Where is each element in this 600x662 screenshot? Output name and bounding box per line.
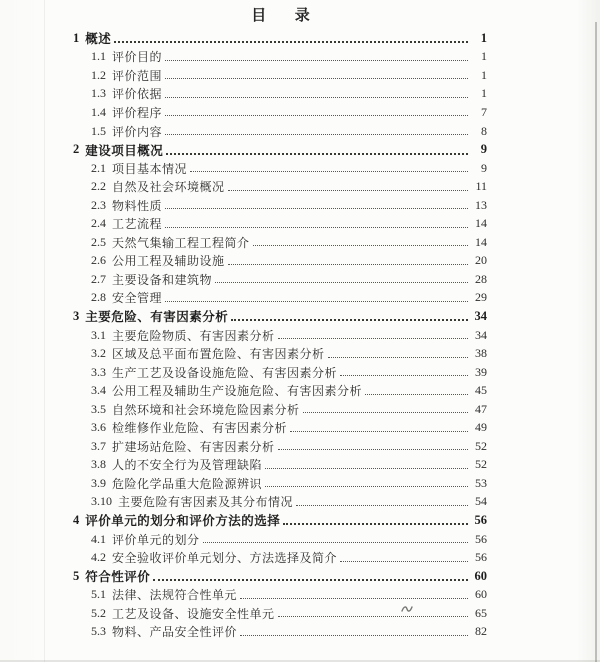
toc-entry-label: 公用工程及辅助生产设施危险、有害因素分析 xyxy=(112,384,363,399)
toc-entry xyxy=(0,289,487,308)
toc-entry-page-number: 52 xyxy=(475,438,487,453)
toc-entry-number: 1.3 xyxy=(91,86,106,101)
toc-entry-label: 人的不安全行为及管理缺陷 xyxy=(112,458,263,473)
toc-entry-page-number: 47 xyxy=(475,401,487,416)
toc-entry-number: 3.2 xyxy=(91,346,106,361)
toc-entry-page-number: 56 xyxy=(475,531,487,546)
toc-entry xyxy=(0,567,487,586)
toc-entry-page-number: 60 xyxy=(475,587,487,602)
toc-dot-leader xyxy=(303,405,468,413)
toc-entry xyxy=(0,233,487,252)
toc-entry-page-number: 14 xyxy=(475,234,487,249)
toc-entry-label: 物料、产品安全性评价 xyxy=(112,625,238,640)
toc-dot-leader xyxy=(278,331,468,339)
toc-dot-leader xyxy=(340,368,468,376)
toc-entry-page-number: 34 xyxy=(475,327,487,342)
toc-entry-label: 区域及总平面布置危险、有害因素分析 xyxy=(112,347,325,362)
toc-entry-page-number: 11 xyxy=(475,179,487,194)
toc-dot-leader xyxy=(240,591,468,599)
toc-entry-label: 项目基本情况 xyxy=(112,161,188,176)
toc-dot-leader xyxy=(365,387,468,395)
toc-entry-number: 1.1 xyxy=(91,49,106,64)
toc-entry-page-number: 9 xyxy=(480,142,487,157)
toc-entry xyxy=(0,270,487,289)
toc-entry-label: 评价程序 xyxy=(112,105,163,120)
toc-entry-page-number: 52 xyxy=(475,457,487,472)
toc-entry-page-number: 38 xyxy=(475,346,487,361)
toc-entry-page-number: 20 xyxy=(475,253,487,268)
toc-entry xyxy=(0,548,487,567)
toc-dot-leader xyxy=(265,479,468,487)
toc-entry-label: 主要危险物质、有害因素分析 xyxy=(112,328,275,343)
toc-dot-leader xyxy=(165,127,468,135)
toc-dot-leader xyxy=(215,275,468,283)
toc-entry-number: 1.2 xyxy=(91,67,106,82)
toc-entry-number: 3.5 xyxy=(91,401,106,416)
toc-entry-number: 2.1 xyxy=(91,160,106,175)
toc-entry-number: 2.2 xyxy=(91,179,106,194)
toc-entry-number: 2.5 xyxy=(91,234,106,249)
toc-entry-page-number: 28 xyxy=(475,271,487,286)
toc-entry xyxy=(0,252,487,271)
toc-entry xyxy=(0,122,487,141)
toc-entry xyxy=(0,196,487,215)
toc-entry-page-number: 13 xyxy=(475,197,487,212)
toc-entry-number: 1.5 xyxy=(91,123,106,138)
toc-dot-leader xyxy=(114,33,468,43)
toc-entry-number: 5 xyxy=(73,568,80,583)
toc-entry xyxy=(0,29,487,48)
toc-entry xyxy=(0,474,487,493)
toc-dot-leader xyxy=(296,498,468,506)
toc-entry xyxy=(0,140,487,159)
toc-entry-page-number: 45 xyxy=(475,383,487,398)
toc-entry-page-number: 49 xyxy=(475,420,487,435)
toc-dot-leader xyxy=(166,145,468,155)
toc-entry-number: 3.4 xyxy=(91,383,106,398)
toc-dot-leader xyxy=(153,571,468,581)
toc-entry xyxy=(0,400,487,419)
toc-entry-page-number: 60 xyxy=(474,568,487,583)
toc-entry-page-number: 1 xyxy=(481,86,487,101)
toc-entry xyxy=(0,456,487,475)
toc-entry-number: 3 xyxy=(73,308,80,323)
toc-entry-label: 评价依据 xyxy=(112,87,163,102)
toc-dot-leader xyxy=(228,257,468,265)
toc-entry-page-number: 29 xyxy=(475,290,487,305)
toc-entry-label: 评价目的 xyxy=(112,50,163,65)
toc-entry-label: 概述 xyxy=(85,32,112,47)
toc-entry xyxy=(0,48,487,67)
toc-entry-number: 3.6 xyxy=(91,420,106,435)
toc-dot-leader xyxy=(265,461,468,469)
toc-entry-label: 检维修作业危险、有害因素分析 xyxy=(112,421,288,436)
toc-entry xyxy=(0,381,487,400)
toc-entry-label: 生产工艺及设备设施危险、有害因素分析 xyxy=(112,365,338,380)
toc-entry-label: 安全验收评价单元划分、方法选择及简介 xyxy=(112,551,338,566)
toc-entry-label: 建设项目概况 xyxy=(85,143,164,158)
toc-entry-label: 工艺流程 xyxy=(112,217,163,232)
toc-dot-leader xyxy=(165,220,468,228)
toc-entry xyxy=(0,103,487,122)
toc-entry-page-number: 65 xyxy=(475,605,487,620)
toc-entry-page-number: 7 xyxy=(481,104,487,119)
toc-entry-page-number: 39 xyxy=(475,364,487,379)
toc-entry xyxy=(0,177,487,196)
toc-entry-number: 5.2 xyxy=(91,605,106,620)
toc-entry-number: 2.8 xyxy=(91,290,106,305)
toc-entry-label: 主要危险有害因素及其分布情况 xyxy=(118,495,294,510)
toc-dot-leader xyxy=(165,71,468,79)
toc-entry xyxy=(0,66,487,85)
toc-entry xyxy=(0,623,487,642)
toc-entry-label: 扩建场站危险、有害因素分析 xyxy=(112,439,275,454)
toc-entry-label: 符合性评价 xyxy=(85,570,151,585)
toc-entry-number: 5.3 xyxy=(91,624,106,639)
toc-dot-leader xyxy=(228,183,468,191)
toc-entry-page-number: 8 xyxy=(481,123,487,138)
toc-entry-number: 2.7 xyxy=(91,271,106,286)
page-title: 目 录 xyxy=(251,8,317,24)
toc-entry xyxy=(0,159,487,178)
toc-dot-leader xyxy=(328,350,468,358)
toc-entry-page-number: 53 xyxy=(475,475,487,490)
toc-dot-leader xyxy=(240,628,468,636)
toc-entry-number: 1 xyxy=(73,30,80,45)
toc-dot-leader xyxy=(340,554,468,562)
toc-entry xyxy=(0,214,487,233)
toc-entry-label: 评价范围 xyxy=(112,68,163,83)
toc-entry-number: 3.7 xyxy=(91,438,106,453)
toc-entry-number: 4 xyxy=(73,512,80,527)
toc-entry-label: 安全管理 xyxy=(112,291,163,306)
toc-dot-leader xyxy=(165,294,468,302)
toc-entry-page-number: 82 xyxy=(475,624,487,639)
toc-entry-label: 评价内容 xyxy=(112,124,163,139)
toc-entry-label: 评价单元的划分 xyxy=(112,532,200,547)
toc-entry-page-number: 1 xyxy=(481,49,487,64)
toc-entry-number: 3.1 xyxy=(91,327,106,342)
toc-entry xyxy=(0,493,487,512)
toc-entry-label: 公用工程及辅助设施 xyxy=(112,254,225,269)
toc-dot-leader xyxy=(203,535,468,543)
toc-list xyxy=(0,29,600,641)
toc-entry xyxy=(0,307,487,326)
toc-entry-page-number: 54 xyxy=(475,494,487,509)
toc-dot-leader xyxy=(278,442,468,450)
toc-entry-label: 自然及社会环境概况 xyxy=(112,180,225,195)
toc-entry-number: 3.9 xyxy=(91,475,106,490)
toc-entry-page-number: 56 xyxy=(475,550,487,565)
toc-dot-leader xyxy=(165,108,468,116)
toc-entry-page-number: 9 xyxy=(481,160,487,175)
toc-entry-number: 3.10 xyxy=(91,494,112,509)
toc-entry-number: 2.4 xyxy=(91,216,106,231)
toc-entry-number: 1.4 xyxy=(91,104,106,119)
toc-entry xyxy=(0,344,487,363)
toc-entry xyxy=(0,326,487,345)
toc-dot-leader xyxy=(165,53,468,61)
toc-entry-number: 5.1 xyxy=(91,587,106,602)
toc-entry-number: 3.3 xyxy=(91,364,106,379)
toc-entry-page-number: 56 xyxy=(474,512,487,527)
toc-entry-label: 主要设备和建筑物 xyxy=(112,272,213,287)
toc-entry xyxy=(0,585,487,604)
toc-dot-leader xyxy=(190,164,468,172)
toc-entry-label: 自然环境和社会环境危险因素分析 xyxy=(112,402,300,417)
toc-entry xyxy=(0,604,487,623)
toc-entry xyxy=(0,85,487,104)
toc-entry-number: 4.2 xyxy=(91,550,106,565)
toc-entry-page-number: 1 xyxy=(481,67,487,82)
toc-entry-page-number: 14 xyxy=(475,216,487,231)
toc-dot-leader xyxy=(283,515,468,525)
toc-entry-label: 评价单元的划分和评价方法的选择 xyxy=(85,514,281,529)
toc-entry-number: 2.6 xyxy=(91,253,106,268)
toc-dot-leader xyxy=(231,311,468,321)
toc-entry xyxy=(0,511,487,530)
toc-entry-label: 工艺及设备、设施安全性单元 xyxy=(112,606,275,621)
toc-entry xyxy=(0,363,487,382)
toc-entry-page-number: 34 xyxy=(474,308,487,323)
toc-entry-label: 天然气集输工程工程简介 xyxy=(112,235,250,250)
toc-dot-leader xyxy=(165,90,468,98)
toc-entry-page-number: 1 xyxy=(480,30,487,45)
toc-dot-leader xyxy=(290,424,468,432)
toc-entry-label: 危险化学品重大危险源辨识 xyxy=(112,476,263,491)
toc-entry xyxy=(0,437,487,456)
toc-entry-number: 4.1 xyxy=(91,531,106,546)
toc-dot-leader xyxy=(165,201,468,209)
toc-entry-number: 2.3 xyxy=(91,197,106,212)
toc-entry-label: 法律、法规符合性单元 xyxy=(112,588,238,603)
toc-entry-number: 3.8 xyxy=(91,457,106,472)
toc-entry-label: 主要危险、有害因素分析 xyxy=(85,310,229,325)
toc-entry-label: 物料性质 xyxy=(112,198,163,213)
toc-dot-leader xyxy=(278,609,468,617)
toc-entry xyxy=(0,530,487,549)
toc-dot-leader xyxy=(253,238,468,246)
toc-entry-number: 2 xyxy=(73,142,80,157)
toc-entry xyxy=(0,418,487,437)
